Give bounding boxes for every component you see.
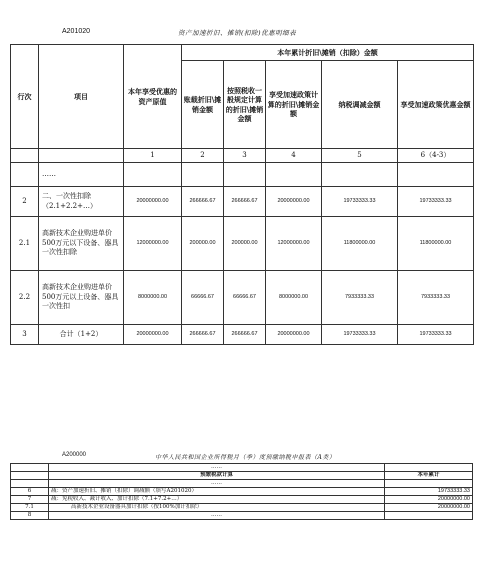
row-no: 2.2 (11, 271, 39, 325)
cell-value: 20000000.00 (124, 325, 182, 345)
cell-value: 20000000.00 (266, 325, 322, 345)
row-no: 7.1 (11, 504, 49, 512)
table-row (11, 488, 473, 496)
header-row-no: 行次 (11, 45, 39, 149)
table-row (11, 325, 474, 345)
row-item: 二、一次性扣除（2.1+2.2+…） (39, 187, 124, 217)
form-title-a200000: 中华人民共和国企业所得税月（季）度预缴纳税申报表（A类） (155, 454, 336, 461)
table-row (11, 271, 474, 325)
header-benefit-amount: 享受加速政策优惠金额 (398, 61, 474, 149)
form-title-a201020: 资产加速折旧、摊销(扣除)优惠明细表 (178, 29, 297, 37)
header-item: 项目 (39, 45, 124, 149)
header-adjust-amount: 纳税调减金额 (322, 61, 398, 149)
cell-value: 266666.67 (224, 325, 266, 345)
col-num: 5 (322, 149, 398, 163)
form-code-a201020: A201020 (62, 28, 91, 35)
cell-value: 11800000.00 (398, 217, 474, 271)
header-general-amount: 按照税收一般规定计算的折旧\摊销金额 (224, 61, 266, 149)
row-no: 2 (11, 187, 39, 217)
table-row (11, 504, 473, 512)
col-num: 3 (224, 149, 266, 163)
cell-value: 7933333.33 (322, 271, 398, 325)
asset-depreciation-table (10, 44, 474, 345)
cell-value: 19733333.33 (398, 187, 474, 217)
cell-value: 8000000.00 (266, 271, 322, 325)
table-row (11, 512, 473, 520)
cell-value: 11800000.00 (322, 217, 398, 271)
form-code-a200000: A200000 (62, 452, 87, 458)
row-value (385, 512, 473, 520)
col-num: 1 (124, 149, 182, 163)
table-row (11, 187, 474, 217)
table-row (11, 496, 473, 504)
top-ellipsis: …… (49, 464, 385, 472)
cell-value: 200000.00 (182, 217, 224, 271)
row-value: 19733333.33 (385, 488, 473, 496)
cell-value: 66666.67 (182, 271, 224, 325)
cell-value: 20000000.00 (124, 187, 182, 217)
cell-value: 266666.67 (182, 325, 224, 345)
section-header: 预缴税款计算 (49, 472, 385, 480)
header-group-depreciation: 本年累计折旧\摊销（扣除）金额 (182, 45, 474, 61)
row-item: 高新技术企业购进单价500万元以上设备、器具一次性扣 (39, 271, 124, 325)
cell-value: 8000000.00 (124, 271, 182, 325)
cell-value: 19733333.33 (322, 187, 398, 217)
cell-value: 12000000.00 (266, 217, 322, 271)
col-num: 4 (266, 149, 322, 163)
row-no: 7 (11, 496, 49, 504)
year-total-header: 本年累计 (385, 472, 473, 480)
row-value: 20000000.00 (385, 504, 473, 512)
row-label: 减：资产加速折旧、摊销（扣除）调减额（填写A201020） (49, 488, 385, 496)
cell-value: 66666.67 (224, 271, 266, 325)
header-book-amount: 账载折旧\摊销金额 (182, 61, 224, 149)
cell-value: 19733333.33 (322, 325, 398, 345)
table-row (11, 217, 474, 271)
cell-value: 7933333.33 (398, 271, 474, 325)
sub-ellipsis: …… (49, 480, 385, 488)
col-num: 6（4-3） (398, 149, 474, 163)
row-item: 高新技术企业购进单价500万元以下设备、器具一次性扣除 (39, 217, 124, 271)
header-original-value: 本年享受优惠的资产原值 (124, 45, 182, 149)
row-value: 20000000.00 (385, 496, 473, 504)
row-label: 减：免税收入、减计收入、加计扣除（7.1+7.2+…） (49, 496, 385, 504)
cell-value: 12000000.00 (124, 217, 182, 271)
row-no: 8 (11, 512, 49, 520)
row-label: …… (49, 512, 385, 520)
row-no: 6 (11, 488, 49, 496)
cell-value: 20000000.00 (266, 187, 322, 217)
row-label: 高新技术企业设备器具加计扣除（按100%加计扣除） (49, 504, 385, 512)
row-no: 2.1 (11, 217, 39, 271)
col-num: 2 (182, 149, 224, 163)
cell-value: 266666.67 (224, 187, 266, 217)
ellipsis-row: …… (39, 163, 124, 187)
cell-value: 200000.00 (224, 217, 266, 271)
cell-value: 19733333.33 (398, 325, 474, 345)
prepayment-tax-table (10, 463, 473, 520)
row-item: 合计（1+2） (39, 325, 124, 345)
row-no: 3 (11, 325, 39, 345)
cell-value: 266666.67 (182, 187, 224, 217)
header-accelerated-amount: 享受加速政策计算的折旧\摊销金额 (266, 61, 322, 149)
